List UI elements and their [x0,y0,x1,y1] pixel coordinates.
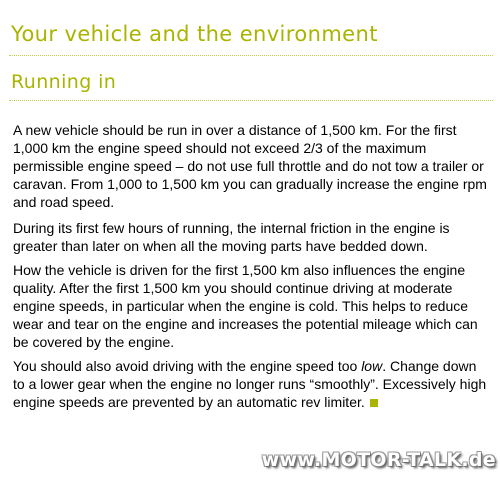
section-divider [9,100,493,101]
paragraph-text-start: You should also avoid driving with the engine speed too [13,358,362,374]
emphasis-low: low [361,358,383,374]
chapter-divider [9,55,493,56]
chapter-title: Your vehicle and the environment [11,22,378,46]
paragraph-internal-friction: During its first few hours of running, the internal friction in the engine is greater than later on when all the moving parts have bedded down. [13,220,450,254]
paragraph-text-end: . Change down to a lower gear when the engine no longer runs “smoothly”. Excessively high engine speeds are prevented by an automatic rev limiter. [13,358,487,410]
watermark: www.MOTOR-TALK.de [261,449,496,471]
paragraph-low-engine-speed [13,357,491,411]
body-text [13,121,491,417]
end-of-section-marker-icon [370,399,378,407]
paragraph-running-in-distance: A new vehicle should be run in over a distance of 1,500 km. For the first 1,000 km the engine speed should not exceed 2/3 of the maximum permissible engine speed – do not use full throttle and do not tow a trailer or caravan. From 1,000 to 1,500 km you can gradually increase the engine rpm and road speed. [13,122,487,210]
section-title: Running in [11,71,117,93]
paragraph-engine-quality: How the vehicle is driven for the first 1,500 km also influences the engine quality. After the first 1,500 km you should continue driving at moderate engine speeds, in particular when the engine is cold. This helps to reduce wear and tear on the engine and increases the potential mileage which can be covered by the engine. [13,262,478,350]
